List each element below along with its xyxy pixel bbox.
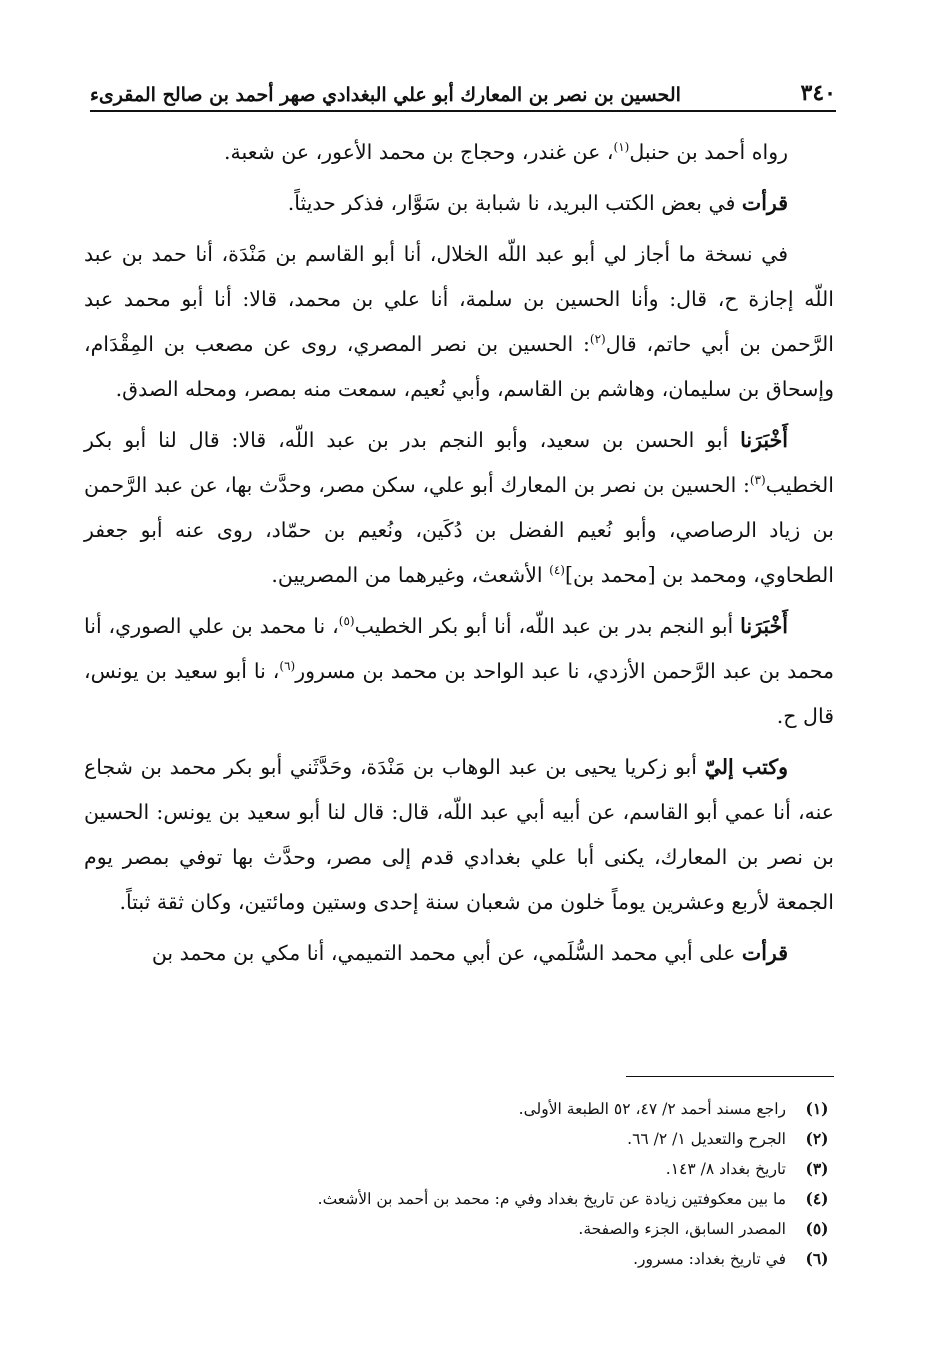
footnote-reference: (٤): [549, 563, 565, 578]
text-run: : الحسين بن نصر بن المعارك أبو علي، سكن مصر، وحدَّث بها، عن عبد الرَّحمن بن زياد الرصاصي، وأبو نُعيم الفضل بن دُكَين، ونُعيم بن حمّاد، روى عنه أبو جعفر الطحاوي، ومحمد بن [محمد بن]: [84, 473, 834, 587]
text-run: أبو النجم بدر بن عبد اللّه، أنا أبو بكر الخطيب: [354, 614, 741, 638]
footnote-reference: (٥): [338, 614, 355, 629]
text-run: : الحسين بن نصر المصري، روى عن مصعب بن المِقْدَام، وإسحاق بن سليمان، وهاشم بن القاسم، وأبي نُعيم، سمعت منه بمصر، ومحله الصدق.: [84, 332, 834, 401]
footnote-reference: (٢): [589, 332, 606, 347]
paragraph-lead-word: وكتب إليّ: [704, 755, 789, 779]
text-run: على أبي محمد السُّلَمي، عن أبي محمد التميمي، أنا مكي بن محمد بن: [151, 941, 742, 965]
footnote-text: راجع مسند أحمد ٢/ ٤٧، ٥٢ الطبعة الأولى.: [518, 1100, 786, 1118]
running-title: الحسين بن نصر بن المعارك أبو علي البغدادي صهر أحمد بن صالح المقرىء: [90, 84, 681, 106]
footnote-number: (٤): [805, 1189, 829, 1208]
page-number: ٣٤٠: [800, 80, 836, 106]
text-run: أبو زكريا يحيى بن عبد الوهاب بن مَنْدَة، وحَدَّثَني أبو بكر محمد بن شجاع عنه، أنا عمي أبو القاسم، عن أبيه أبي عبد اللّه، قال: قال لنا أبو سعيد بن يونس: الحسين بن نصر بن المعارك، يكنى أبا علي بغدادي قدم إلى مصر، وحدَّث بها توفي بمصر يوم الجمعة لأربع وعشرين يوماً خلون من شعبان سنة إحدى وستين ومائتين، وكان ثقة ثبتاً.: [84, 755, 834, 914]
text-run: ، عن غندر، وحجاج بن محمد الأعور، عن شعبة.: [224, 140, 614, 164]
footnote-text: ما بين معكوفتين زيادة عن تاريخ بغداد وفي م: محمد بن أحمد بن الأشعث.: [317, 1190, 786, 1208]
text-run: أبو الحسن بن سعيد، وأبو النجم بدر بن عبد اللّه، قالا: قال لنا أبو بكر الخطيب: [84, 428, 834, 497]
footnote-item: [90, 1124, 834, 1154]
paragraph: [84, 604, 834, 739]
paragraph-lead-word: قرأت: [741, 191, 788, 215]
paragraph-lead-word: قرأت: [741, 941, 788, 965]
footnotes: [90, 1094, 834, 1274]
footnote-item: [90, 1154, 834, 1184]
footnote-item: [90, 1184, 834, 1214]
footnote-number: (٦): [805, 1249, 829, 1268]
text-run: في نسخة ما أجاز لي أبو عبد اللّه الخلال، أنا أبو القاسم بن مَنْدَة، أنا حمد بن عبد اللّه إجازة ح، قال: وأنا الحسين بن سلمة، أنا علي بن محمد، قالا: أنا أبو محمد عبد الرَّحمن بن أبي حاتم، قال: [84, 242, 835, 356]
footnote-separator: [626, 1076, 834, 1077]
footnote-text: تاريخ بغداد ٨/ ١٤٣.: [665, 1160, 786, 1178]
footnote-number: (٣): [805, 1159, 829, 1178]
text-run: ، نا أبو سعيد بن يونس، قال ح.: [84, 659, 834, 728]
footnote-reference: (١): [613, 140, 630, 155]
footnote-item: [90, 1244, 834, 1274]
footnote-text: الجرح والتعديل ١/ ٢/ ٦٦.: [627, 1130, 786, 1148]
paragraph-lead-word: أَخْبَرَنا: [740, 614, 788, 638]
footnote-number: (١): [805, 1099, 829, 1118]
footnote-number: (٥): [805, 1219, 829, 1238]
text-run: الأشعث، وغيرهما من المصريين.: [271, 563, 550, 587]
paragraph: [84, 181, 834, 226]
text-run: في بعض الكتب البريد، نا شبابة بن سَوَّار، فذكر حديثاً.: [287, 191, 742, 215]
body-text: [84, 130, 834, 982]
paragraph-lead-word: أَخْبَرَنا: [740, 428, 788, 452]
footnote-reference: (٣): [749, 473, 766, 488]
paragraph: [84, 232, 834, 412]
text-run: رواه أحمد بن حنبل: [629, 140, 788, 164]
paragraph: [84, 418, 834, 598]
footnote-text: المصدر السابق، الجزء والصفحة.: [578, 1220, 786, 1238]
footnote-item: [90, 1094, 834, 1124]
paragraph: [84, 745, 834, 925]
text-run: ، نا محمد بن علي الصوري، أنا محمد بن عبد الرَّحمن الأزدي، نا عبد الواحد بن محمد بن مسرور: [84, 614, 835, 683]
footnote-reference: (٦): [279, 659, 296, 674]
paragraph: [84, 931, 834, 976]
paragraph: [84, 130, 834, 175]
footnote-item: [90, 1214, 834, 1244]
page-header: [90, 66, 836, 112]
footnote-text: في تاريخ بغداد: مسرور.: [633, 1250, 786, 1268]
footnote-number: (٢): [805, 1129, 829, 1148]
